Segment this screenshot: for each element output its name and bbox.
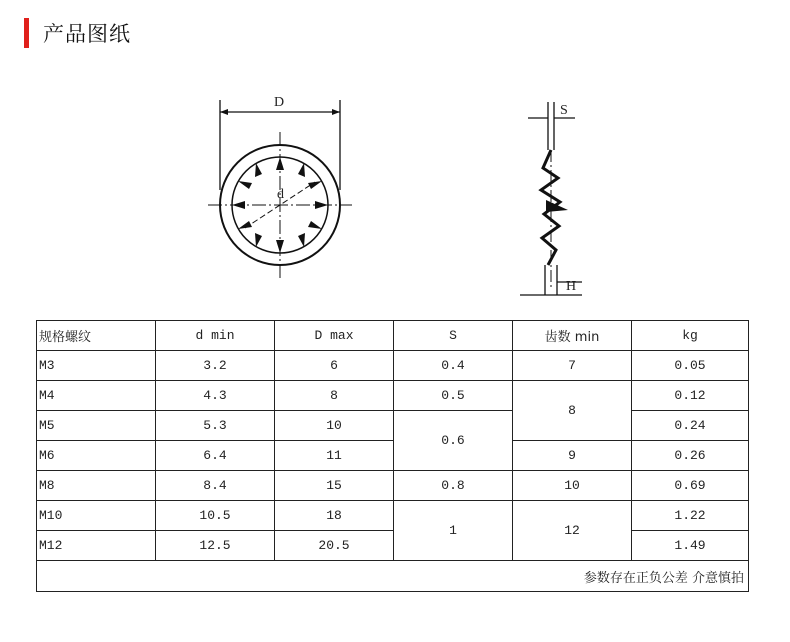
cell-D-max: 6: [275, 351, 394, 381]
header-D-max: D max: [275, 321, 394, 351]
table-row: [37, 531, 749, 561]
cell-D-max: 18: [275, 501, 394, 531]
cell-teeth: 7: [513, 351, 632, 381]
section-header: [24, 18, 131, 48]
header-S: S: [394, 321, 513, 351]
accent-bar: [24, 18, 29, 48]
header-spec: 规格螺纹: [37, 321, 156, 351]
cell-spec: M6: [37, 441, 156, 471]
cell-D-max: 20.5: [275, 531, 394, 561]
cell-D-max: 11: [275, 441, 394, 471]
cell-teeth: 12: [513, 501, 632, 561]
header-teeth: 齿数 min: [513, 321, 632, 351]
cell-spec: M4: [37, 381, 156, 411]
cell-spec: M8: [37, 471, 156, 501]
table-row: [37, 381, 749, 411]
cell-d-min: 5.3: [156, 411, 275, 441]
cell-D-max: 8: [275, 381, 394, 411]
cell-kg: 0.24: [632, 411, 749, 441]
dim-H-label: H: [566, 279, 577, 294]
cell-teeth: 9: [513, 441, 632, 471]
table-row: [37, 501, 749, 531]
cell-D-max: 15: [275, 471, 394, 501]
cell-S: 0.5: [394, 381, 513, 411]
cell-spec: M5: [37, 411, 156, 441]
cell-kg: 0.26: [632, 441, 749, 471]
cell-spec: M3: [37, 351, 156, 381]
cell-teeth: 10: [513, 471, 632, 501]
section-title: 产品图纸: [43, 22, 131, 46]
cell-spec: M12: [37, 531, 156, 561]
cell-S: 1: [394, 501, 513, 561]
cell-kg: 0.12: [632, 381, 749, 411]
cell-kg: 1.49: [632, 531, 749, 561]
cell-S: 0.4: [394, 351, 513, 381]
table-row: [37, 351, 749, 381]
header-kg: kg: [632, 321, 749, 351]
cell-d-min: 4.3: [156, 381, 275, 411]
cell-d-min: 8.4: [156, 471, 275, 501]
dim-D-label: D: [274, 95, 285, 110]
cell-d-min: 12.5: [156, 531, 275, 561]
table-row: [37, 411, 749, 441]
washer-drawing-svg: [0, 90, 790, 305]
tolerance-note: 参数存在正负公差 介意慎拍: [37, 561, 749, 592]
spec-table: [36, 320, 749, 592]
cell-spec: M10: [37, 501, 156, 531]
cell-S: 0.8: [394, 471, 513, 501]
cell-S: 0.6: [394, 411, 513, 471]
cell-d-min: 10.5: [156, 501, 275, 531]
cell-d-min: 6.4: [156, 441, 275, 471]
dim-d-label: d: [277, 187, 284, 202]
cell-kg: 0.05: [632, 351, 749, 381]
cell-D-max: 10: [275, 411, 394, 441]
product-drawing: [0, 90, 790, 305]
table-row: [37, 471, 749, 501]
side-view: [520, 102, 582, 295]
header-d-min: d min: [156, 321, 275, 351]
cell-kg: 1.22: [632, 501, 749, 531]
cell-teeth: 8: [513, 381, 632, 441]
table-footnote-row: [37, 561, 749, 592]
table-row: [37, 441, 749, 471]
table-header-row: [37, 321, 749, 351]
cell-kg: 0.69: [632, 471, 749, 501]
cell-d-min: 3.2: [156, 351, 275, 381]
dim-S-label: S: [560, 103, 568, 118]
